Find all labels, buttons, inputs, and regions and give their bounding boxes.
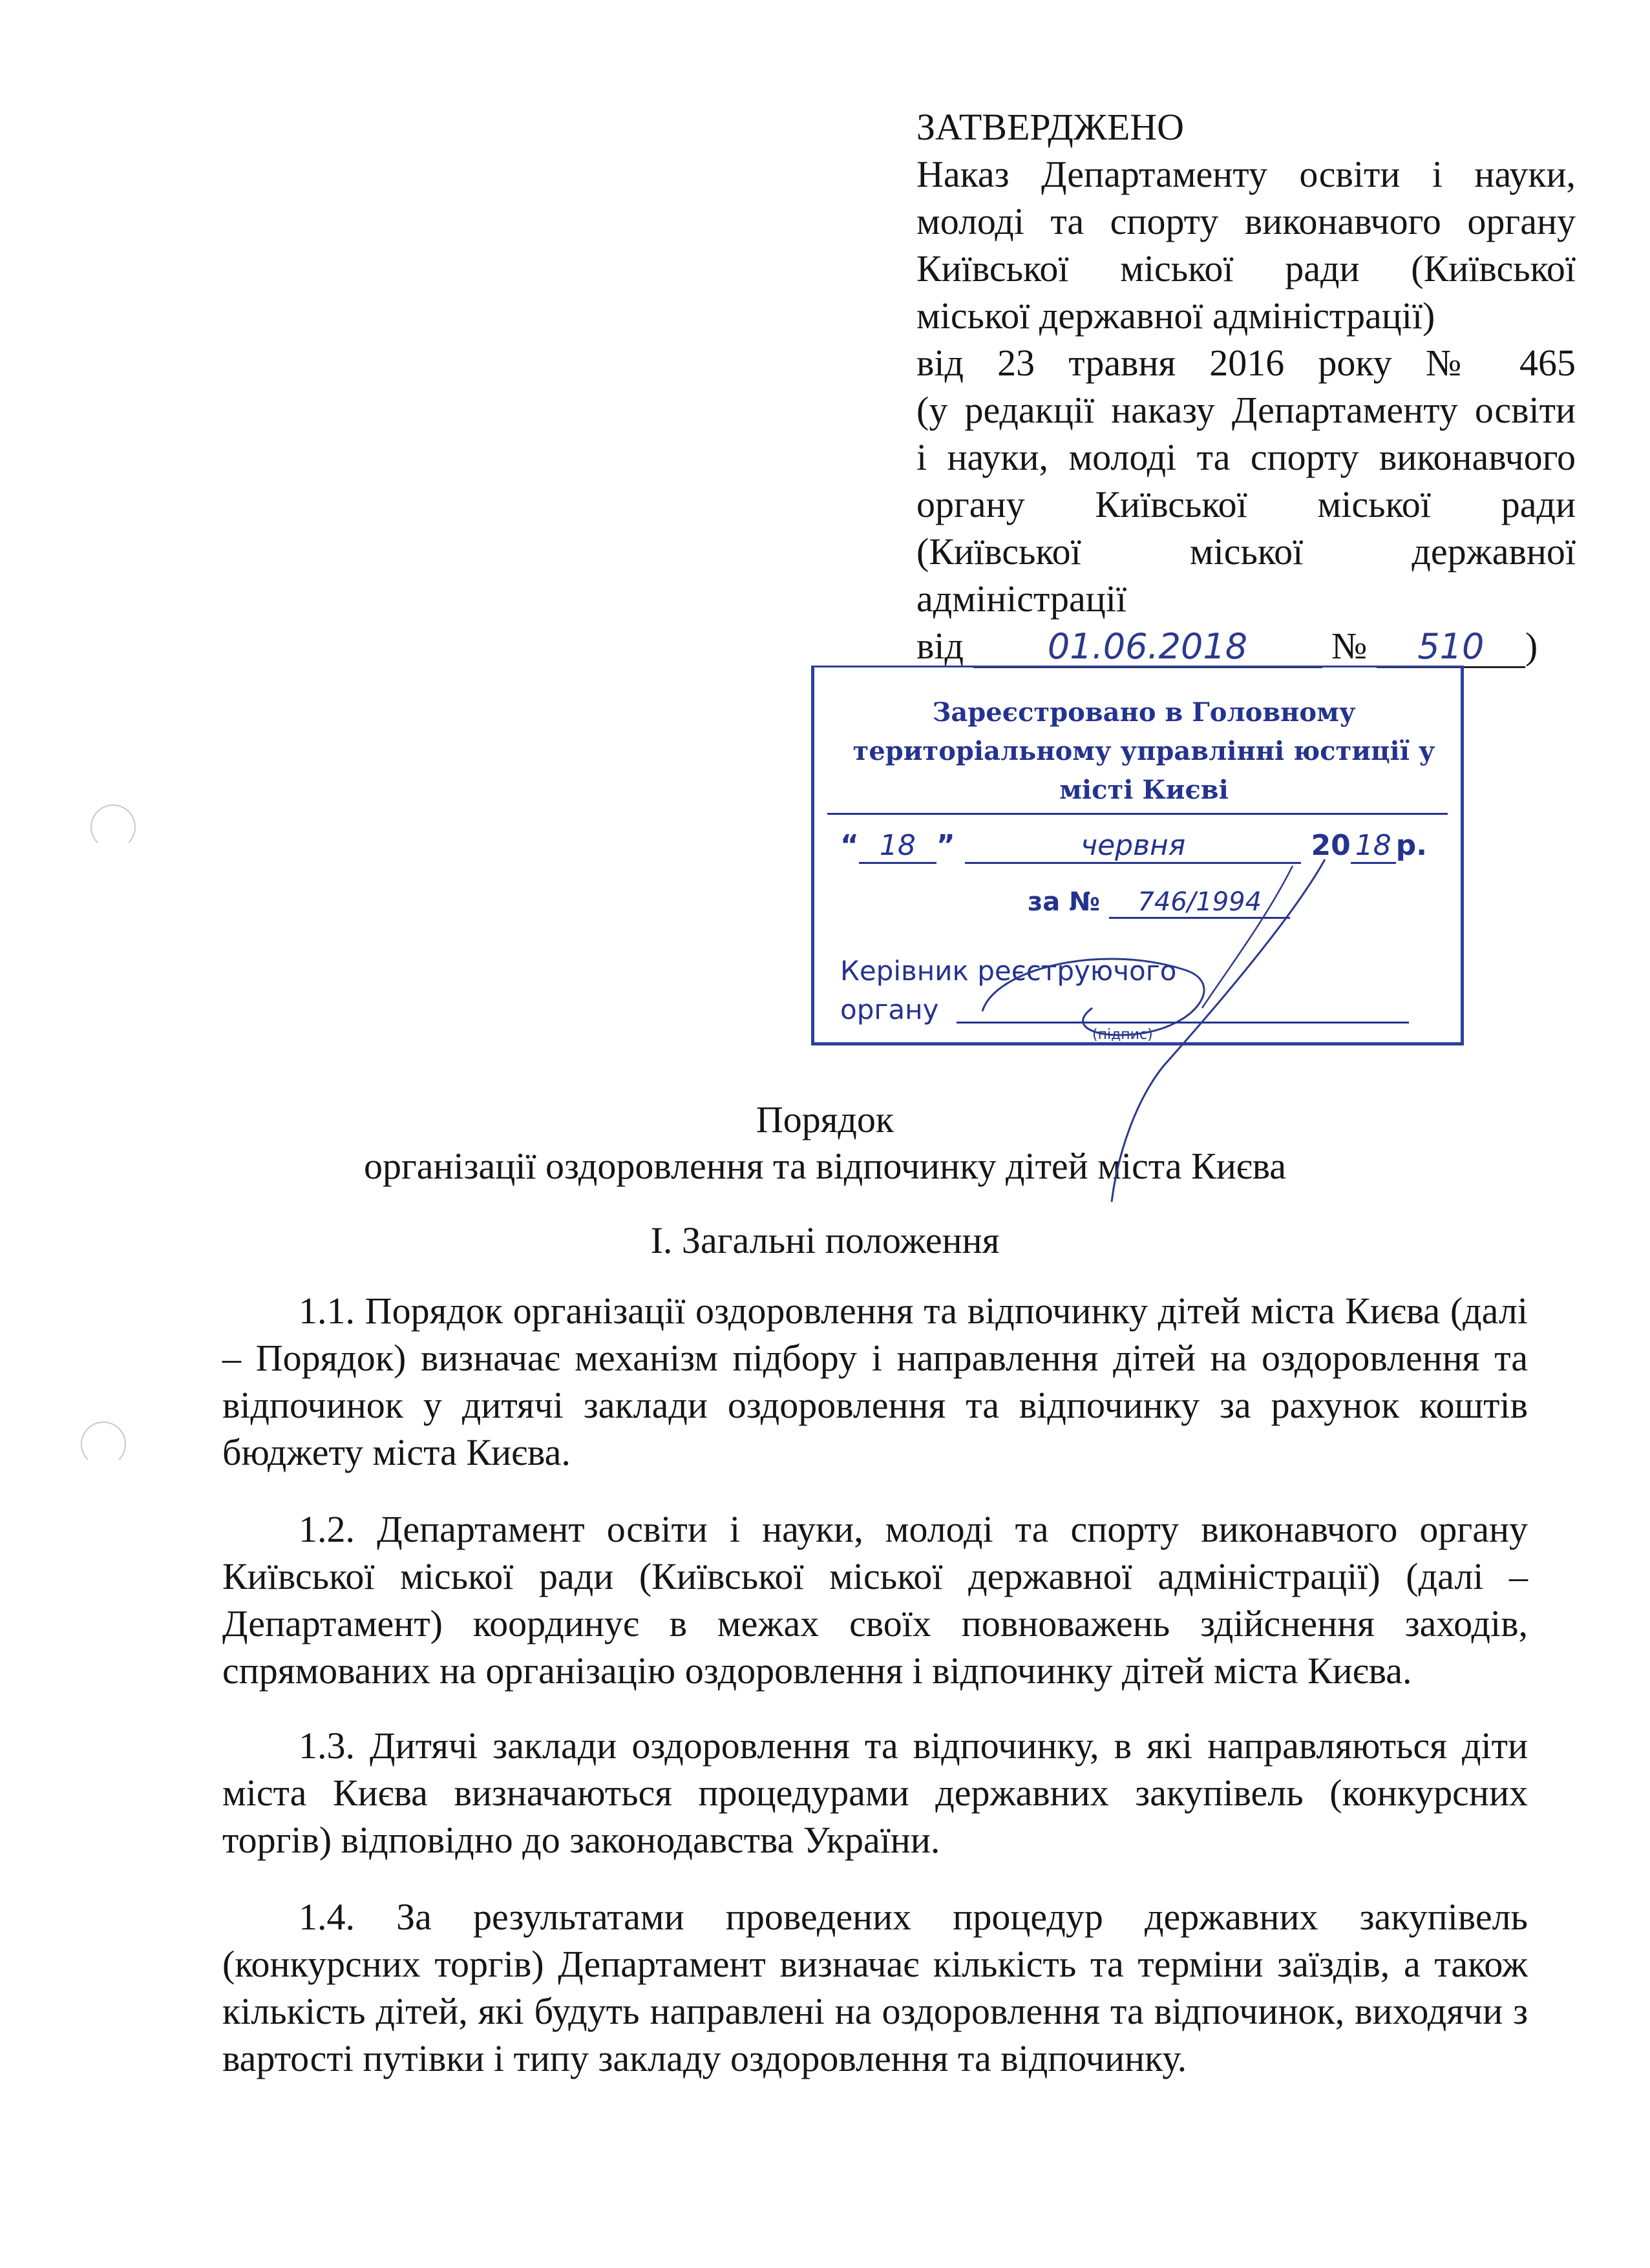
stamp-number: 746/1994: [1109, 887, 1290, 919]
stamp-year-unit: р.: [1395, 829, 1427, 862]
closing-paren: ): [1525, 625, 1538, 667]
approval-line: Наказ Департаменту освіти і науки,: [916, 153, 1576, 195]
stamp-day: 18: [859, 829, 936, 864]
approval-line: міської державної адміністрації): [916, 295, 1435, 337]
punch-hole: [81, 1422, 126, 1467]
section-heading: І. Загальні положення: [650, 1219, 1000, 1261]
approval-line: (у редакції наказу Департаменту освіти: [916, 389, 1576, 431]
stamp-head-line1: Керівник реєструючого: [840, 955, 1177, 987]
paragraph: 1.2. Департамент освіти і науки, молоді та спорту виконавчого органу Київської міської ради (Київської міської державної адміністрації) (далі – Департамент) координує в межах своїх повноважень здійснення заходів, спрямованих на організацію оздоровлення і відпочинку дітей міста Києва.: [222, 1508, 1528, 1692]
paragraph: 1.1. Порядок організації оздоровлення та відпочинку дітей міста Києва (далі – Порядок) визначає механізм підбору і направлення дітей на оздоровлення та відпочинок у дитячі заклади оздоровлення та відпочинку за рахунок коштів бюджету міста Києва.: [222, 1290, 1528, 1473]
document-title: Порядок: [756, 1098, 894, 1140]
approval-line: і науки, молоді та спорту виконавчого: [916, 436, 1576, 478]
stamp-date-line: “ 18 ” червня 20 18 р.: [840, 829, 1461, 864]
stamp-title: Зареєстровано в Головному територіальному управлінні юстиції у місті Києві: [852, 697, 1435, 805]
stamp-month: червня: [965, 829, 1301, 864]
paragraph: 1.4. За результатами проведених процедур державних закупівель (конкурсних торгів) Департамент визначає кількість та терміни заїздів, а також кількість дітей, які будуть направлені на оздоровлення та відпочинок, виходячи з вартості путівки і типу закладу оздоровлення та відпочинку.: [222, 1896, 1528, 2079]
stamp-number-prefix: за №: [1028, 887, 1101, 917]
handwritten-date: 01.06.2018: [973, 627, 1322, 668]
approval-title: ЗАТВЕРДЖЕНО: [916, 106, 1185, 148]
handwritten-number: 510: [1377, 627, 1525, 668]
stamp-signature-caption: (підпис): [1092, 1027, 1153, 1043]
approval-line: адміністрації: [916, 578, 1127, 620]
approval-date-line: [916, 622, 1576, 669]
stamp-year-suffix: 18: [1351, 829, 1396, 864]
registration-stamp: [811, 666, 1464, 1045]
approval-line: (Київської міської державної: [916, 530, 1576, 572]
punch-hole: [90, 804, 136, 850]
stamp-number-line: [1028, 887, 1290, 919]
stamp-divider: [827, 813, 1448, 815]
stamp-year-prefix: 20: [1311, 829, 1351, 862]
approval-line: Київської міської ради (Київської: [916, 247, 1576, 289]
approval-line: молоді та спорту виконавчого органу: [916, 200, 1576, 242]
stamp-signature-line: [957, 1022, 1409, 1024]
paragraph: 1.3. Дитячі заклади оздоровлення та відпочинку, в які направляються діти міста Києва визначаються процедурами державних закупівель (конкурсних торгів) відповідно до законодавства України.: [222, 1725, 1528, 1861]
number-prefix: №: [1331, 625, 1368, 667]
stamp-head-line2: органу: [840, 994, 939, 1025]
approval-line: від 23 травня 2016 року № 465: [916, 342, 1576, 384]
approval-line: органу Київської міської ради: [916, 483, 1576, 525]
stamp-head: [840, 952, 1176, 1029]
document-subtitle: організації оздоровлення та відпочинку дітей міста Києва: [363, 1145, 1287, 1187]
date-prefix: від: [916, 625, 964, 667]
approval-block: [916, 103, 1576, 669]
